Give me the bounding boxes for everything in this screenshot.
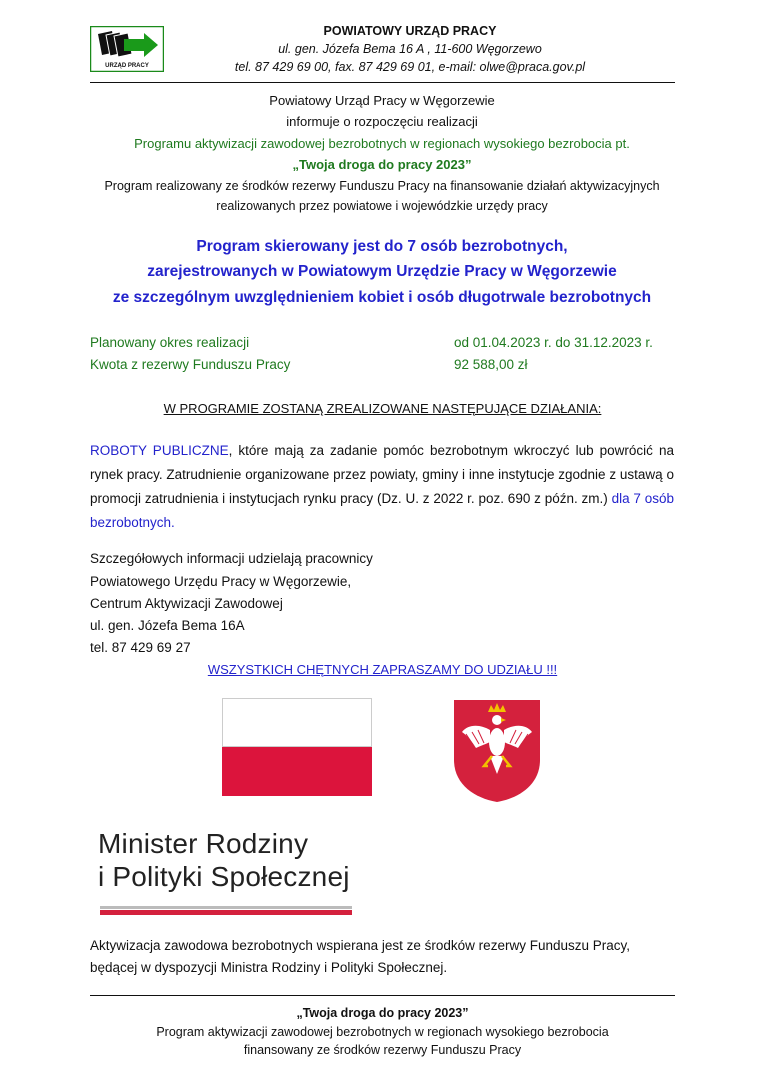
target-line-1: Program skierowany jest do 7 osób bezrobotnych,	[196, 238, 568, 255]
activity-highlight-end: dla 7 osób bezrobotnych.	[90, 491, 674, 530]
footer-divider	[90, 995, 675, 996]
activity-paragraph	[90, 439, 674, 535]
contact-line-3: Centrum Aktywizacji Zawodowej	[90, 596, 283, 611]
intro-line-2: informuje o rozpoczęciu realizacji	[286, 114, 478, 129]
footer-line-1: Program aktywizacji zawodowej bezrobotnych w regionach wysokiego bezrobocia	[156, 1025, 609, 1039]
poland-flag	[222, 698, 372, 796]
header-contact: tel. 87 429 69 00, fax. 87 429 69 01, e-mail: olwe@praca.gov.pl	[234, 60, 586, 74]
contact-line-4: ul. gen. Józefa Bema 16A	[90, 618, 245, 633]
program-title: „Twoja droga do pracy 2023”	[292, 157, 472, 172]
target-line-2: zarejestrowanych w Powiatowym Urzędzie Pracy w Węgorzewie	[147, 263, 617, 280]
footer-line-2: finansowany ze środków rezerwy Funduszu Pracy	[243, 1043, 522, 1057]
activity-highlight: ROBOTY PUBLICZNE	[90, 443, 229, 458]
minister-logo-red-bar	[100, 910, 352, 915]
intro-line-6: realizowanych przez powiatowe i wojewódzkie urzędy pracy	[216, 199, 548, 213]
poland-coat-of-arms-icon	[452, 698, 542, 804]
intro-line-5: Program realizowany ze środków rezerwy Funduszu Pracy na finansowanie działań aktywizacyjnych	[104, 179, 660, 193]
logo-text: URZĄD PRACY	[105, 63, 149, 69]
invite-text: WSZYSTKICH CHĘTNYCH ZAPRASZAMY DO UDZIAŁU !!!	[207, 662, 558, 677]
intro-line-1: Powiatowy Urząd Pracy w Węgorzewie	[269, 93, 495, 108]
minister-logo-line-2: i Polityki Społecznej	[98, 861, 350, 892]
funding-note-line-1: Aktywizacja zawodowa bezrobotnych wspierana jest ze środków rezerwy Funduszu Pracy,	[90, 938, 630, 953]
minister-logo-gray-bar	[100, 906, 352, 909]
header-address: ul. gen. Józefa Bema 16 A , 11-600 Węgorzewo	[278, 42, 542, 56]
contact-line-1: Szczegółowych informacji udzielają pracownicy	[90, 551, 373, 566]
contact-line-2: Powiatowego Urzędu Pracy w Węgorzewie,	[90, 574, 352, 589]
target-line-3: ze szczególnym uwzględnieniem kobiet i osób długotrwale bezrobotnych	[112, 289, 652, 306]
program-name: Programu aktywizacji zawodowej bezrobotnych w regionach wysokiego bezrobocia pt.	[134, 136, 630, 151]
amount-value: 92 588,00 zł	[454, 357, 528, 372]
footer-title: „Twoja droga do pracy 2023”	[296, 1006, 469, 1020]
pup-logo	[90, 26, 164, 72]
period-value: od 01.04.2023 r. do 31.12.2023 r.	[454, 335, 653, 350]
header-divider	[90, 82, 675, 83]
amount-label: Kwota z rezerwy Funduszu Pracy	[90, 357, 291, 372]
funding-note-line-2: będącej w dyspozycji Ministra Rodziny i Polityki Społecznej.	[90, 960, 448, 975]
header-org-name: POWIATOWY URZĄD PRACY	[323, 24, 497, 38]
minister-logo-line-1: Minister Rodziny	[98, 828, 309, 859]
section-title: W PROGRAMIE ZOSTANĄ ZREALIZOWANE NASTĘPUJĄCE DZIAŁANIA:	[163, 401, 602, 416]
period-label: Planowany okres realizacji	[90, 335, 250, 350]
contact-line-5: tel. 87 429 69 27	[90, 640, 191, 655]
activity-text: , które mają za zadanie pomóc bezrobotnym wkroczyć lub powrócić na rynek pracy. Zatrudnienie organizowane przez powiaty, gminy i inne instytucje zgodnie z ustawą o promocji zatrudnienia i instytucjach rynku pracy (Dz. U. z 2022 r. poz. 690 z późn. zm.)	[90, 443, 674, 506]
